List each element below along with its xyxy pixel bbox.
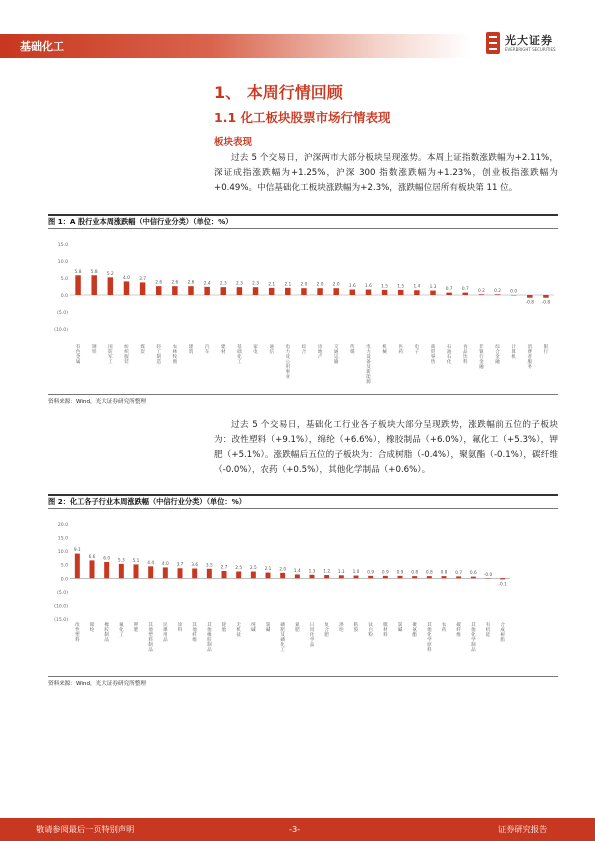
bar [222,571,227,578]
figure1-source: 资料来源：Wind，光大证券研究所整理 [48,399,146,405]
category-label: 氯碱 [397,623,403,633]
category-label: 其他化学原料 [427,623,432,653]
category-label: 电力及公用事业 [285,345,291,380]
bar [148,566,153,578]
category-label: 农药 [441,623,447,633]
bar-value-label: 3.6 [191,563,199,569]
bar [251,572,256,579]
y-tick-label: 20.0 [57,523,68,528]
bar-value-label: -0.1 [498,582,507,588]
category-label: 机械 [382,345,387,355]
category-label: 磷肥及磷化工 [280,623,285,653]
header-section-title: 基础化工 [20,40,64,53]
bar [172,286,177,295]
bar [75,275,80,295]
category-label: 粘胶 [353,623,359,633]
bar-value-label: 0.8 [440,570,448,576]
bar [192,569,197,579]
category-label: 复合肥 [324,623,329,638]
category-label: 钾肥 [133,623,139,633]
bar [412,576,417,578]
bar [253,287,258,295]
bar-value-label: 5.2 [106,271,114,277]
category-label: 非银行金融 [479,345,484,370]
bar [479,294,484,295]
bar-value-label: 1.3 [308,569,316,575]
bar [446,293,451,295]
bar [430,291,435,295]
category-label: 计算机 [511,345,516,360]
bar [398,290,403,295]
logo-name-en: EVERBRIGHT SECURITIES [505,47,556,52]
category-label: 消费者服务 [527,345,533,370]
bar [134,564,139,578]
figure1-caption: 图 1：A 股行业本周涨跌幅（中信行业分类）（单位：%） [48,217,233,226]
bar-value-label: 0.9 [367,570,375,576]
bar [124,281,129,295]
category-label: 传媒 [350,345,355,355]
figure1-bar-chart [48,232,558,392]
bar [285,288,290,295]
logo-name-cn: 光大证券 [505,34,553,47]
bar-value-label: 5.3 [117,558,125,564]
footer-page-number: -3- [289,824,301,834]
category-label: 其他化学制品 [471,623,476,653]
category-label: 钛白粉 [368,623,373,638]
bar-value-label: 2.0 [279,567,287,573]
bar [414,290,419,295]
category-label: 建筑 [188,345,194,355]
subsection-heading: 1.1 化工板块股票市场行情表现 [214,110,391,125]
bar [163,567,168,578]
category-label: 商贸零售 [430,345,436,365]
bar [156,286,161,295]
category-label: 电力设备及新能源 [366,345,371,385]
bar-value-label: 0.0 [510,289,518,295]
body-paragraph-1: 过去 5 个交易日，沪深两市大部分板块呈现涨势。本周上证指数涨跌幅为+2.11%，深证成指涨跌幅为+1.25%，沪深 300 指数涨跌幅为+1.23%，创业板指涨跌幅为+0.49%。中信基础化工板块涨跌幅为+2.3%，涨跌幅位居所有板块第 11 位。 [214,153,558,193]
bar-value-label: 4.4 [147,560,155,566]
bar [75,554,80,579]
bar-value-label: 2.3 [235,281,243,287]
bar [91,275,96,295]
y-tick-label: (5.0) [57,590,68,596]
bar-value-label: 3.5 [205,563,213,569]
figure2-source: 资料来源：Wind，光大证券研究所整理 [48,681,146,687]
bar-value-label: 1.3 [429,285,437,291]
bar-value-label: 1.6 [348,284,356,290]
category-label: 其他塑料制品 [148,623,153,653]
category-label: 石油石化 [446,345,452,365]
logo-mark-icon [486,32,500,54]
bar [463,293,468,295]
bar-value-label: 2.5 [235,566,243,571]
figure2-bottom-rule [48,676,558,677]
category-label: 汽车 [204,345,210,355]
category-label: 碳纤维 [456,623,461,638]
bar [90,560,95,578]
bar-value-label: 1.0 [352,570,360,576]
category-label: 房地产 [317,345,323,360]
category-label: 交通运输 [333,345,339,365]
bar [108,277,113,295]
bar-value-label: 4.0 [161,561,169,567]
bar [427,576,432,578]
category-label: 综合 [301,345,307,355]
y-tick-label: 5.0 [60,563,68,569]
bar-value-label: 5.8 [74,269,82,275]
category-label: 橡胶制品 [104,623,109,643]
bar-value-label: 1.1 [337,569,345,575]
category-label: 涂料 [177,623,183,633]
bar [204,287,209,295]
category-label: 氟化工 [119,623,124,638]
bar-value-label: 2.1 [264,567,272,573]
y-tick-label: (10.0) [54,604,68,610]
bar-value-label: 1.5 [381,284,389,290]
category-label: 聚氨酯 [412,623,417,638]
bar [310,575,315,579]
y-tick-label: 5.0 [60,277,68,282]
bar-value-label: 0.7 [455,570,463,576]
category-label: 锦纶 [89,623,95,633]
bar-value-label: 6.0 [103,556,111,562]
figure2-caption-rule [48,508,558,509]
bar [221,287,226,295]
bar [456,576,461,578]
category-label: 无机盐 [236,623,241,638]
category-label: 银行 [543,345,549,355]
bar [354,576,359,579]
category-label: 煤炭 [140,345,145,355]
bar-value-label: 2.7 [220,565,228,571]
bar [382,290,387,295]
figure2-caption: 图 2：化工各子行业本周涨跌幅（中信行业分类）（单位：%） [48,497,246,506]
figure2-top-rule [48,494,558,496]
bar [495,294,500,295]
y-tick-label: 15.0 [57,536,68,542]
footer-report-type: 证券研究报告 [498,824,548,834]
category-label: 轮胎 [221,623,227,633]
bar-value-label: 1.4 [293,568,301,574]
bar-value-label: 2.1 [268,282,276,288]
category-label: 轻工制造 [156,345,161,365]
bar [442,576,447,578]
bar-value-label: 2.0 [332,282,340,288]
bar-value-label: 0.8 [425,570,433,576]
bar [339,575,344,578]
bar-value-label: 0.2 [477,288,485,294]
category-label: 食品饮料 [463,345,468,365]
bar [543,295,548,298]
figure2-bar-chart [48,514,558,674]
header-bar [0,34,470,58]
bar-value-label: 2.4 [203,281,211,287]
bar [295,574,300,578]
bar-value-label: 0.6 [469,571,477,577]
category-label: 医药 [398,345,403,355]
category-label: 有机硅 [485,623,491,638]
category-label: 膜材料 [383,623,388,638]
bar-value-label: 0.9 [381,570,389,576]
bar-value-label: -0.8 [541,300,551,306]
bar-value-label: 0.8 [411,570,419,576]
figure1-top-rule [48,214,558,216]
category-label: 通信 [269,345,274,355]
bar-value-label: 1.4 [413,284,421,290]
figure1-bottom-rule [48,394,558,395]
bar [236,572,241,579]
bar [383,576,388,578]
bar-value-label: 6.6 [88,554,96,560]
bar-value-label: 0.2 [494,288,501,294]
bar [398,576,403,578]
category-label: 综合金融 [495,345,500,365]
bar-value-label: 1.5 [397,284,405,290]
y-tick-label: 0.0 [60,294,68,299]
bar [188,286,193,295]
bar-value-label: 5.8 [90,269,98,275]
footer-disclaimer: 敬请参阅最后一页特别声明 [36,824,135,834]
bar-value-label: 2.3 [219,281,227,287]
bar [350,290,355,295]
category-label: 其他纤维 [192,623,197,643]
category-label: 建材 [221,345,226,355]
bar [237,287,242,295]
category-label: 民爆用品 [163,623,168,643]
bar-value-label: 0.9 [396,570,404,576]
bar [280,573,285,578]
bar [527,295,532,298]
bar-value-label: 2.3 [252,281,259,287]
category-label: 其他橡胶制品 [207,623,212,653]
bar [301,288,306,295]
bar [368,576,373,578]
category-label: 改性塑料 [75,623,80,643]
bar-value-label: 4.0 [123,275,130,281]
bar-value-label: 2.6 [171,280,179,286]
category-label: 钢铁 [91,345,97,355]
bar-value-label: 2.6 [155,280,163,286]
category-label: 电子 [414,345,420,355]
bar-value-label: 3.7 [139,276,147,282]
bar [207,569,212,579]
bar [317,288,322,295]
bar-value-label: 2.0 [316,282,324,288]
bar [324,575,329,578]
bar [266,573,271,579]
bar-value-label: -0.0 [483,572,493,578]
bar [471,577,476,579]
category-label: 纺织服装 [124,345,129,365]
y-tick-label: 0.0 [60,577,68,583]
bar-value-label: 1.2 [323,569,331,575]
bar [119,564,124,578]
bar [269,288,274,295]
y-tick-label: (5.0) [57,311,68,316]
category-label: 有色金属 [75,345,81,365]
bar-value-label: 2.6 [187,280,195,286]
bar-value-label: 0.7 [445,287,453,293]
bar-value-label: 2.1 [284,282,292,288]
bar [140,282,145,295]
topic-heading: 板块表现 [214,137,253,148]
bar-value-label: 2.5 [249,566,257,571]
category-label: 纯碱 [251,623,256,633]
category-label: 农林牧渔 [172,345,178,365]
section-heading: 1、 本周行情回顾 [214,83,343,102]
figure1-caption-rule [48,228,558,229]
category-label: 氯碱 [265,623,271,633]
bar-value-label: 3.7 [176,562,184,568]
y-tick-label: (10.0) [54,328,68,333]
bar [500,578,505,579]
category-label: 日用化学品 [309,623,315,648]
category-label: 合成树脂 [500,623,505,643]
bar-value-label: 1.6 [365,284,372,290]
bar [178,568,183,578]
y-tick-label: (15.0) [54,618,68,623]
bar-value-label: 0.7 [461,287,469,293]
category-label: 涤纶 [339,623,344,633]
company-logo [486,30,586,58]
body-paragraph-2: 过去 5 个交易日，基础化工行业各子板块大部分呈现跌势，涨跌幅前五位的子板块为：改性塑料（+9.1%），绵纶（+6.6%），橡胶制品（+6.0%），氟化工（+5.3%），钾肥（+5.1%）。涨跌幅后五位的子板块为：合成树脂（-0.4%），聚氨酯（-0.1%），碳纤维（-0.0%），农药（+0.5%），其他化学制品（+0.6%）。 [214,420,558,475]
bar-value-label: 5.1 [132,558,140,564]
bar [366,290,371,295]
bar [104,562,109,578]
category-label: 国防军工 [108,345,113,365]
y-tick-label: 10.0 [57,260,68,265]
bar-value-label: 9.1 [73,548,81,554]
y-tick-label: 10.0 [57,550,68,556]
bar-value-label: 2.0 [300,282,308,288]
category-label: 家电 [253,345,258,355]
bar [333,288,338,295]
bar-value-label: -0.8 [525,300,534,306]
y-tick-label: 15.0 [57,243,68,248]
category-label: 基础化工 [237,345,242,365]
category-label: 氮肥 [295,623,300,633]
